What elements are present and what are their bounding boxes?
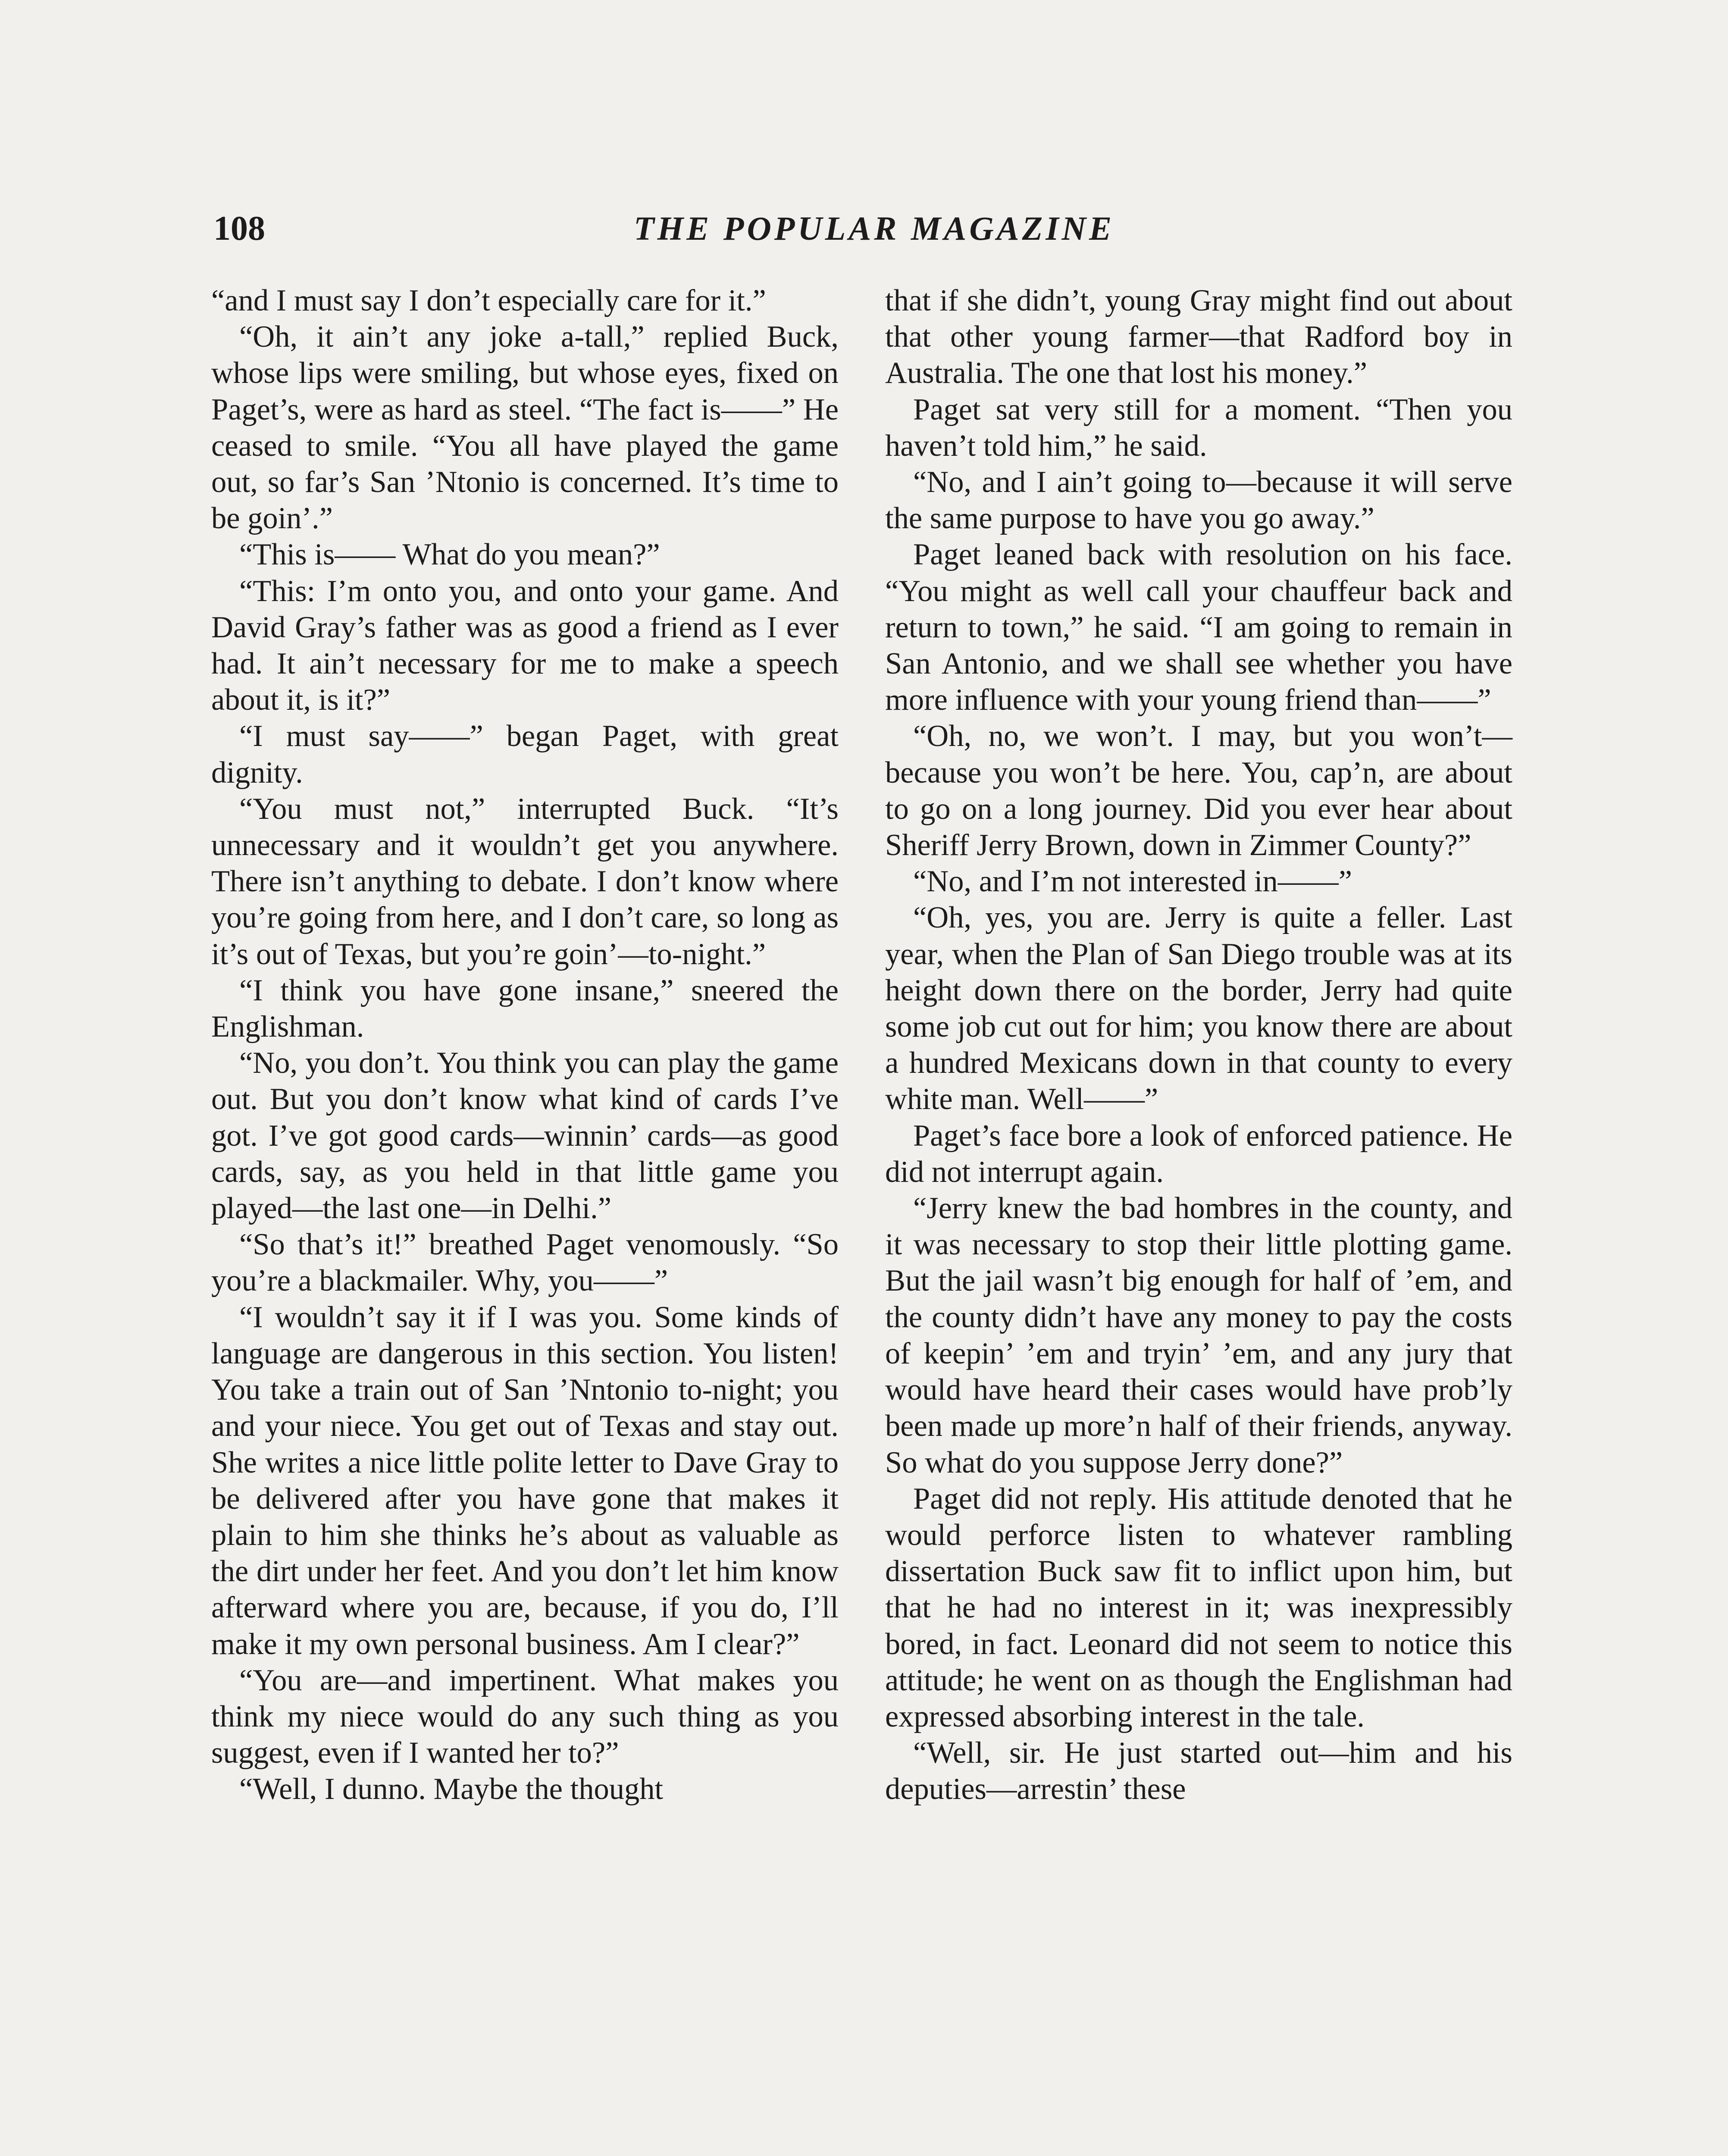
paragraph: “No, and I ain’t going to—because it will serve the same purpose to have you go away.”: [885, 465, 1512, 536]
paragraph: “You are—and impertinent. What makes you think my niece would do any such thing as you suggest, even if I wanted her to?”: [211, 1663, 839, 1770]
paragraph: that if she didn’t, young Gray might find out about that other young farmer—that Radford boy in Australia. The one that lost his money.”: [885, 284, 1512, 390]
paragraph: “You must not,” interrupted Buck. “It’s unnecessary and it wouldn’t get you anywhere. There isn’t anything to debate. I don’t know where you’re going from here, and I don’t care, so long as it’s out of Texas, but you’re goin’—to-night.”: [211, 792, 839, 971]
paragraph: “Well, sir. He just started out—him and his deputies—arrestin’ these: [885, 1736, 1512, 1806]
running-title: THE POPULAR MAGAZINE: [633, 210, 1115, 247]
paragraph: “Jerry knew the bad hombres in the county, and it was necessary to stop their little plotting game. But the jail wasn’t big enough for half of ’em, and the county didn’t have any money to pay the costs of keepin’ ’em and tryin’ ’em, and any jury that would have heard their cases would have prob’ly been made up more’n half of their friends, anyway. So what do you suppose Jerry done?”: [885, 1191, 1512, 1479]
right-column: [885, 282, 1512, 1808]
paragraph: “So that’s it!” breathed Paget venomously. “So you’re a blackmailer. Why, you——”: [211, 1228, 839, 1298]
paragraph: Paget’s face bore a look of enforced patience. He did not interrupt again.: [885, 1119, 1512, 1189]
left-column: [211, 282, 839, 1808]
paragraph: “Oh, it ain’t any joke a-tall,” replied Buck, whose lips were smiling, but whose eyes, fixed on Paget’s, were as hard as steel. “The fact is——” He ceased to smile. “You all have played the game out, so far’s San ’Ntonio is concerned. It’s time to be goin’.”: [211, 320, 839, 536]
paragraph: “Well, I dunno. Maybe the thought: [239, 1772, 664, 1806]
paragraph: “and I must say I don’t especially care for it.”: [211, 284, 766, 317]
paragraph: “Oh, no, we won’t. I may, but you won’t—because you won’t be here. You, cap’n, are about to go on a long journey. Did you ever hear about Sheriff Jerry Brown, down in Zimmer County?”: [885, 719, 1512, 862]
paragraph: Paget did not reply. His attitude denoted that he would perforce listen to whatever rambling dissertation Buck saw fit to inflict upon him, but that he had no interest in it; was inexpressibly bored, in fact. Leonard did not seem to notice this attitude; he went on as though the Englishman had expressed absorbing interest in the tale.: [885, 1482, 1512, 1733]
paragraph: “I must say——” began Paget, with great dignity.: [211, 719, 839, 790]
page-number: 108: [213, 210, 265, 248]
paragraph: “I wouldn’t say it if I was you. Some kinds of language are dangerous in this section. You listen! You take a train out of San ’Nntonio to-night; you and your niece. You get out of Texas and stay out. She writes a nice little polite letter to Dave Gray to be delivered after you have gone that makes it plain to him she thinks he’s about as valuable as the dirt under her feet. And you don’t let him know afterward where you are, because, if you do, I’ll make it my own personal business. Am I clear?”: [211, 1300, 839, 1661]
paragraph: “This: I’m onto you, and onto your game. And David Gray’s father was as good a friend as I ever had. It ain’t necessary for me to make a speech about it, is it?”: [211, 574, 839, 717]
paragraph: Paget leaned back with resolution on his face. “You might as well call your chauffeur back and return to town,” he said. “I am going to remain in San Antonio, and we shall see whether you have more influence with your young friend than——”: [885, 538, 1512, 717]
page-header: [213, 203, 1535, 254]
paragraph: “I think you have gone insane,” sneered the Englishman.: [211, 973, 839, 1044]
paragraph: “This is—— What do you mean?”: [239, 538, 660, 572]
paragraph: “Oh, yes, you are. Jerry is quite a feller. Last year, when the Plan of San Diego trouble was at its height down there on the border, Jerry had quite some job cut out for him; you know there are about a hundred Mexicans down in that county to every white man. Well——”: [885, 901, 1512, 1116]
paragraph: Paget sat very still for a moment. “Then you haven’t told him,” he said.: [885, 392, 1512, 463]
paragraph: “No, and I’m not interested in——”: [913, 865, 1352, 899]
paragraph: “No, you don’t. You think you can play the game out. But you don’t know what kind of cards I’ve got. I’ve got good cards—winnin’ cards—as good cards, say, as you held in that little game you played—the last one—in Delhi.”: [211, 1046, 839, 1225]
